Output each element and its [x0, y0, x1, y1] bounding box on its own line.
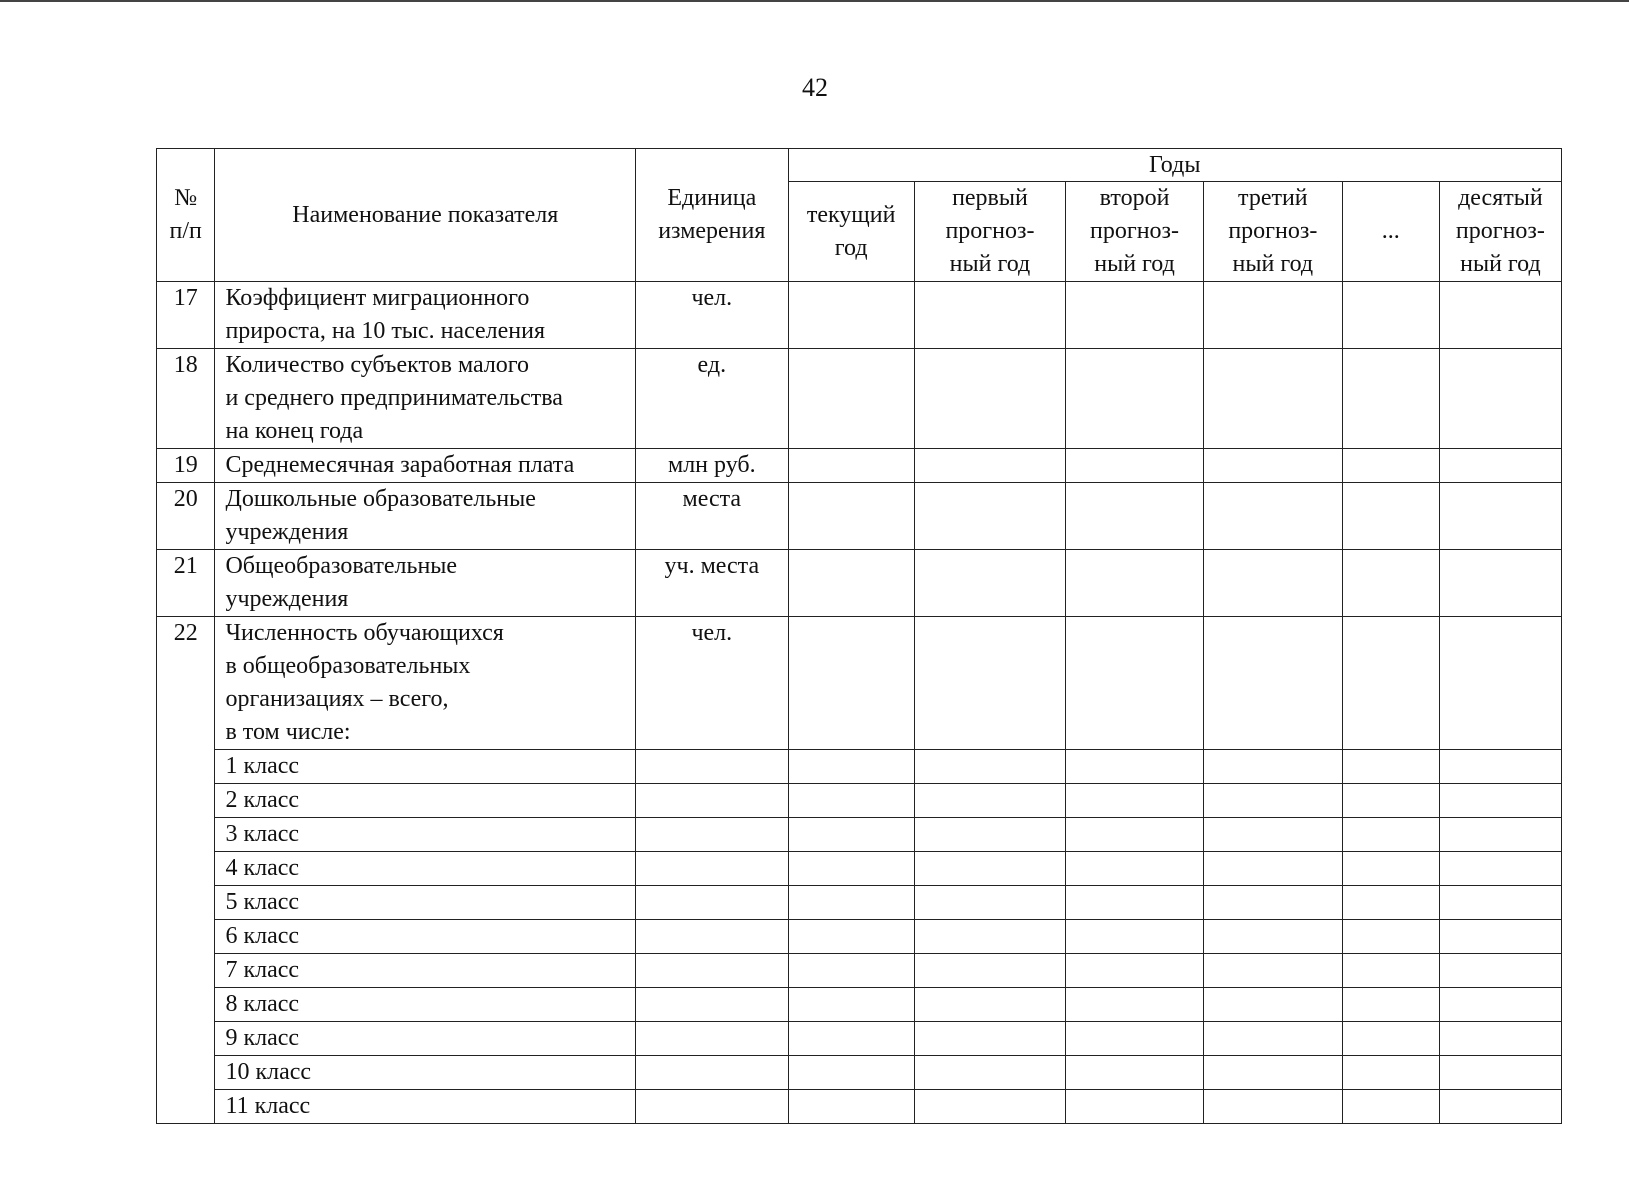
- top-border-line: [0, 0, 1629, 2]
- row-unit: ед.: [636, 349, 788, 449]
- value-cell: [788, 852, 914, 886]
- value-cell: [1342, 483, 1439, 550]
- value-cell: [1342, 349, 1439, 449]
- subrow-grade-label: 9 класс: [215, 1022, 636, 1056]
- value-cell: [914, 617, 1065, 750]
- value-cell: [1342, 282, 1439, 349]
- value-cell: [1203, 818, 1342, 852]
- value-cell: [1203, 988, 1342, 1022]
- value-cell: [1066, 988, 1204, 1022]
- value-cell: [1439, 886, 1561, 920]
- subrow-grade-label: 3 класс: [215, 818, 636, 852]
- value-cell: [914, 449, 1065, 483]
- value-cell: [788, 449, 914, 483]
- value-cell: [1066, 954, 1204, 988]
- header-num: № п/п: [157, 149, 215, 282]
- value-cell: [1342, 784, 1439, 818]
- row-unit: чел.: [636, 617, 788, 750]
- header-year-first: первый прогноз- ный год: [914, 182, 1065, 282]
- value-cell: [788, 750, 914, 784]
- value-cell: [1066, 1090, 1204, 1124]
- value-cell: [1066, 886, 1204, 920]
- unit-cell: [636, 886, 788, 920]
- value-cell: [914, 852, 1065, 886]
- value-cell: [1203, 852, 1342, 886]
- value-cell: [1203, 483, 1342, 550]
- value-cell: [1066, 282, 1204, 349]
- unit-cell: [636, 1056, 788, 1090]
- unit-cell: [636, 750, 788, 784]
- unit-cell: [636, 1090, 788, 1124]
- value-cell: [914, 920, 1065, 954]
- value-cell: [1203, 617, 1342, 750]
- page-number: 42: [802, 73, 828, 102]
- table-subrow: [157, 818, 1562, 852]
- value-cell: [1066, 852, 1204, 886]
- value-cell: [788, 886, 914, 920]
- value-cell: [914, 988, 1065, 1022]
- row-indicator-name: Численность обучающихся в общеобразовательных организациях – всего, в том числе:: [215, 617, 636, 750]
- value-cell: [1342, 954, 1439, 988]
- value-cell: [1342, 988, 1439, 1022]
- row-indicator-name: Количество субъектов малого и среднего предпринимательства на конец года: [215, 349, 636, 449]
- row-number: 22: [157, 617, 215, 1124]
- value-cell: [914, 886, 1065, 920]
- subrow-grade-label: 2 класс: [215, 784, 636, 818]
- value-cell: [914, 784, 1065, 818]
- value-cell: [1203, 449, 1342, 483]
- value-cell: [788, 1056, 914, 1090]
- row-indicator-name: Среднемесячная заработная плата: [215, 449, 636, 483]
- value-cell: [1066, 617, 1204, 750]
- header-years-group: Годы: [788, 149, 1562, 182]
- table-subrow: [157, 920, 1562, 954]
- row-number: 20: [157, 483, 215, 550]
- value-cell: [1439, 617, 1561, 750]
- value-cell: [1439, 852, 1561, 886]
- value-cell: [1342, 550, 1439, 617]
- row-number: 19: [157, 449, 215, 483]
- value-cell: [914, 818, 1065, 852]
- value-cell: [1439, 1022, 1561, 1056]
- value-cell: [1342, 617, 1439, 750]
- value-cell: [1342, 920, 1439, 954]
- row-number: 21: [157, 550, 215, 617]
- value-cell: [1439, 1056, 1561, 1090]
- value-cell: [788, 954, 914, 988]
- table-subrow: [157, 886, 1562, 920]
- unit-cell: [636, 852, 788, 886]
- unit-cell: [636, 1022, 788, 1056]
- table-subrow: [157, 750, 1562, 784]
- value-cell: [1342, 1090, 1439, 1124]
- subrow-grade-label: 6 класс: [215, 920, 636, 954]
- table-subrow: [157, 1022, 1562, 1056]
- row-number: 18: [157, 349, 215, 449]
- value-cell: [1439, 349, 1561, 449]
- header-year-current: текущий год: [788, 182, 914, 282]
- value-cell: [1342, 818, 1439, 852]
- value-cell: [788, 483, 914, 550]
- value-cell: [1066, 1056, 1204, 1090]
- header-name: Наименование показателя: [215, 149, 636, 282]
- subrow-grade-label: 11 класс: [215, 1090, 636, 1124]
- value-cell: [788, 818, 914, 852]
- value-cell: [1203, 1056, 1342, 1090]
- value-cell: [1066, 349, 1204, 449]
- value-cell: [1203, 920, 1342, 954]
- value-cell: [914, 1056, 1065, 1090]
- table-row: [157, 617, 1562, 750]
- value-cell: [1342, 852, 1439, 886]
- row-indicator-name: Дошкольные образовательные учреждения: [215, 483, 636, 550]
- value-cell: [914, 550, 1065, 617]
- value-cell: [788, 550, 914, 617]
- value-cell: [788, 1090, 914, 1124]
- value-cell: [1342, 449, 1439, 483]
- table-subrow: [157, 852, 1562, 886]
- value-cell: [1439, 784, 1561, 818]
- header-year-second: второй прогноз- ный год: [1066, 182, 1204, 282]
- value-cell: [1203, 1090, 1342, 1124]
- table-subrow: [157, 1056, 1562, 1090]
- value-cell: [914, 1022, 1065, 1056]
- value-cell: [914, 483, 1065, 550]
- value-cell: [1203, 784, 1342, 818]
- value-cell: [914, 349, 1065, 449]
- table-row: [157, 483, 1562, 550]
- table-row: [157, 349, 1562, 449]
- unit-cell: [636, 784, 788, 818]
- value-cell: [1203, 1022, 1342, 1056]
- value-cell: [1439, 550, 1561, 617]
- value-cell: [1342, 1056, 1439, 1090]
- value-cell: [1439, 449, 1561, 483]
- value-cell: [1342, 886, 1439, 920]
- value-cell: [788, 988, 914, 1022]
- subrow-grade-label: 1 класс: [215, 750, 636, 784]
- table-subrow: [157, 954, 1562, 988]
- value-cell: [1066, 818, 1204, 852]
- value-cell: [914, 282, 1065, 349]
- row-unit: уч. места: [636, 550, 788, 617]
- value-cell: [914, 750, 1065, 784]
- value-cell: [1203, 886, 1342, 920]
- value-cell: [1066, 550, 1204, 617]
- table-subrow: [157, 1090, 1562, 1124]
- subrow-grade-label: 8 класс: [215, 988, 636, 1022]
- value-cell: [1439, 818, 1561, 852]
- value-cell: [788, 1022, 914, 1056]
- value-cell: [1066, 1022, 1204, 1056]
- table-row: [157, 449, 1562, 483]
- value-cell: [1203, 954, 1342, 988]
- indicators-table: [156, 148, 1562, 1124]
- value-cell: [1439, 920, 1561, 954]
- subrow-grade-label: 10 класс: [215, 1056, 636, 1090]
- value-cell: [1439, 1090, 1561, 1124]
- value-cell: [1203, 550, 1342, 617]
- value-cell: [1439, 988, 1561, 1022]
- value-cell: [1066, 483, 1204, 550]
- value-cell: [1439, 483, 1561, 550]
- value-cell: [788, 784, 914, 818]
- value-cell: [1066, 920, 1204, 954]
- value-cell: [1439, 750, 1561, 784]
- row-number: 17: [157, 282, 215, 349]
- value-cell: [1342, 1022, 1439, 1056]
- value-cell: [788, 617, 914, 750]
- unit-cell: [636, 818, 788, 852]
- header-year-third: третий прогноз- ный год: [1203, 182, 1342, 282]
- row-unit: места: [636, 483, 788, 550]
- unit-cell: [636, 988, 788, 1022]
- value-cell: [788, 349, 914, 449]
- value-cell: [1342, 750, 1439, 784]
- unit-cell: [636, 920, 788, 954]
- value-cell: [1439, 282, 1561, 349]
- table-subrow: [157, 784, 1562, 818]
- header-unit: Единица измерения: [636, 149, 788, 282]
- subrow-grade-label: 4 класс: [215, 852, 636, 886]
- value-cell: [914, 1090, 1065, 1124]
- table-subrow: [157, 988, 1562, 1022]
- row-unit: млн руб.: [636, 449, 788, 483]
- row-indicator-name: Коэффициент миграционного прироста, на 10 тыс. населения: [215, 282, 636, 349]
- value-cell: [1203, 349, 1342, 449]
- value-cell: [914, 954, 1065, 988]
- header-year-tenth: десятый прогноз- ный год: [1439, 182, 1561, 282]
- value-cell: [1066, 750, 1204, 784]
- header-year-ellipsis: ...: [1342, 182, 1439, 282]
- row-unit: чел.: [636, 282, 788, 349]
- value-cell: [788, 282, 914, 349]
- value-cell: [1203, 750, 1342, 784]
- table-row: [157, 282, 1562, 349]
- subrow-grade-label: 5 класс: [215, 886, 636, 920]
- value-cell: [1066, 449, 1204, 483]
- value-cell: [1066, 784, 1204, 818]
- value-cell: [1203, 282, 1342, 349]
- value-cell: [788, 920, 914, 954]
- unit-cell: [636, 954, 788, 988]
- value-cell: [1439, 954, 1561, 988]
- table-row: [157, 550, 1562, 617]
- subrow-grade-label: 7 класс: [215, 954, 636, 988]
- row-indicator-name: Общеобразовательные учреждения: [215, 550, 636, 617]
